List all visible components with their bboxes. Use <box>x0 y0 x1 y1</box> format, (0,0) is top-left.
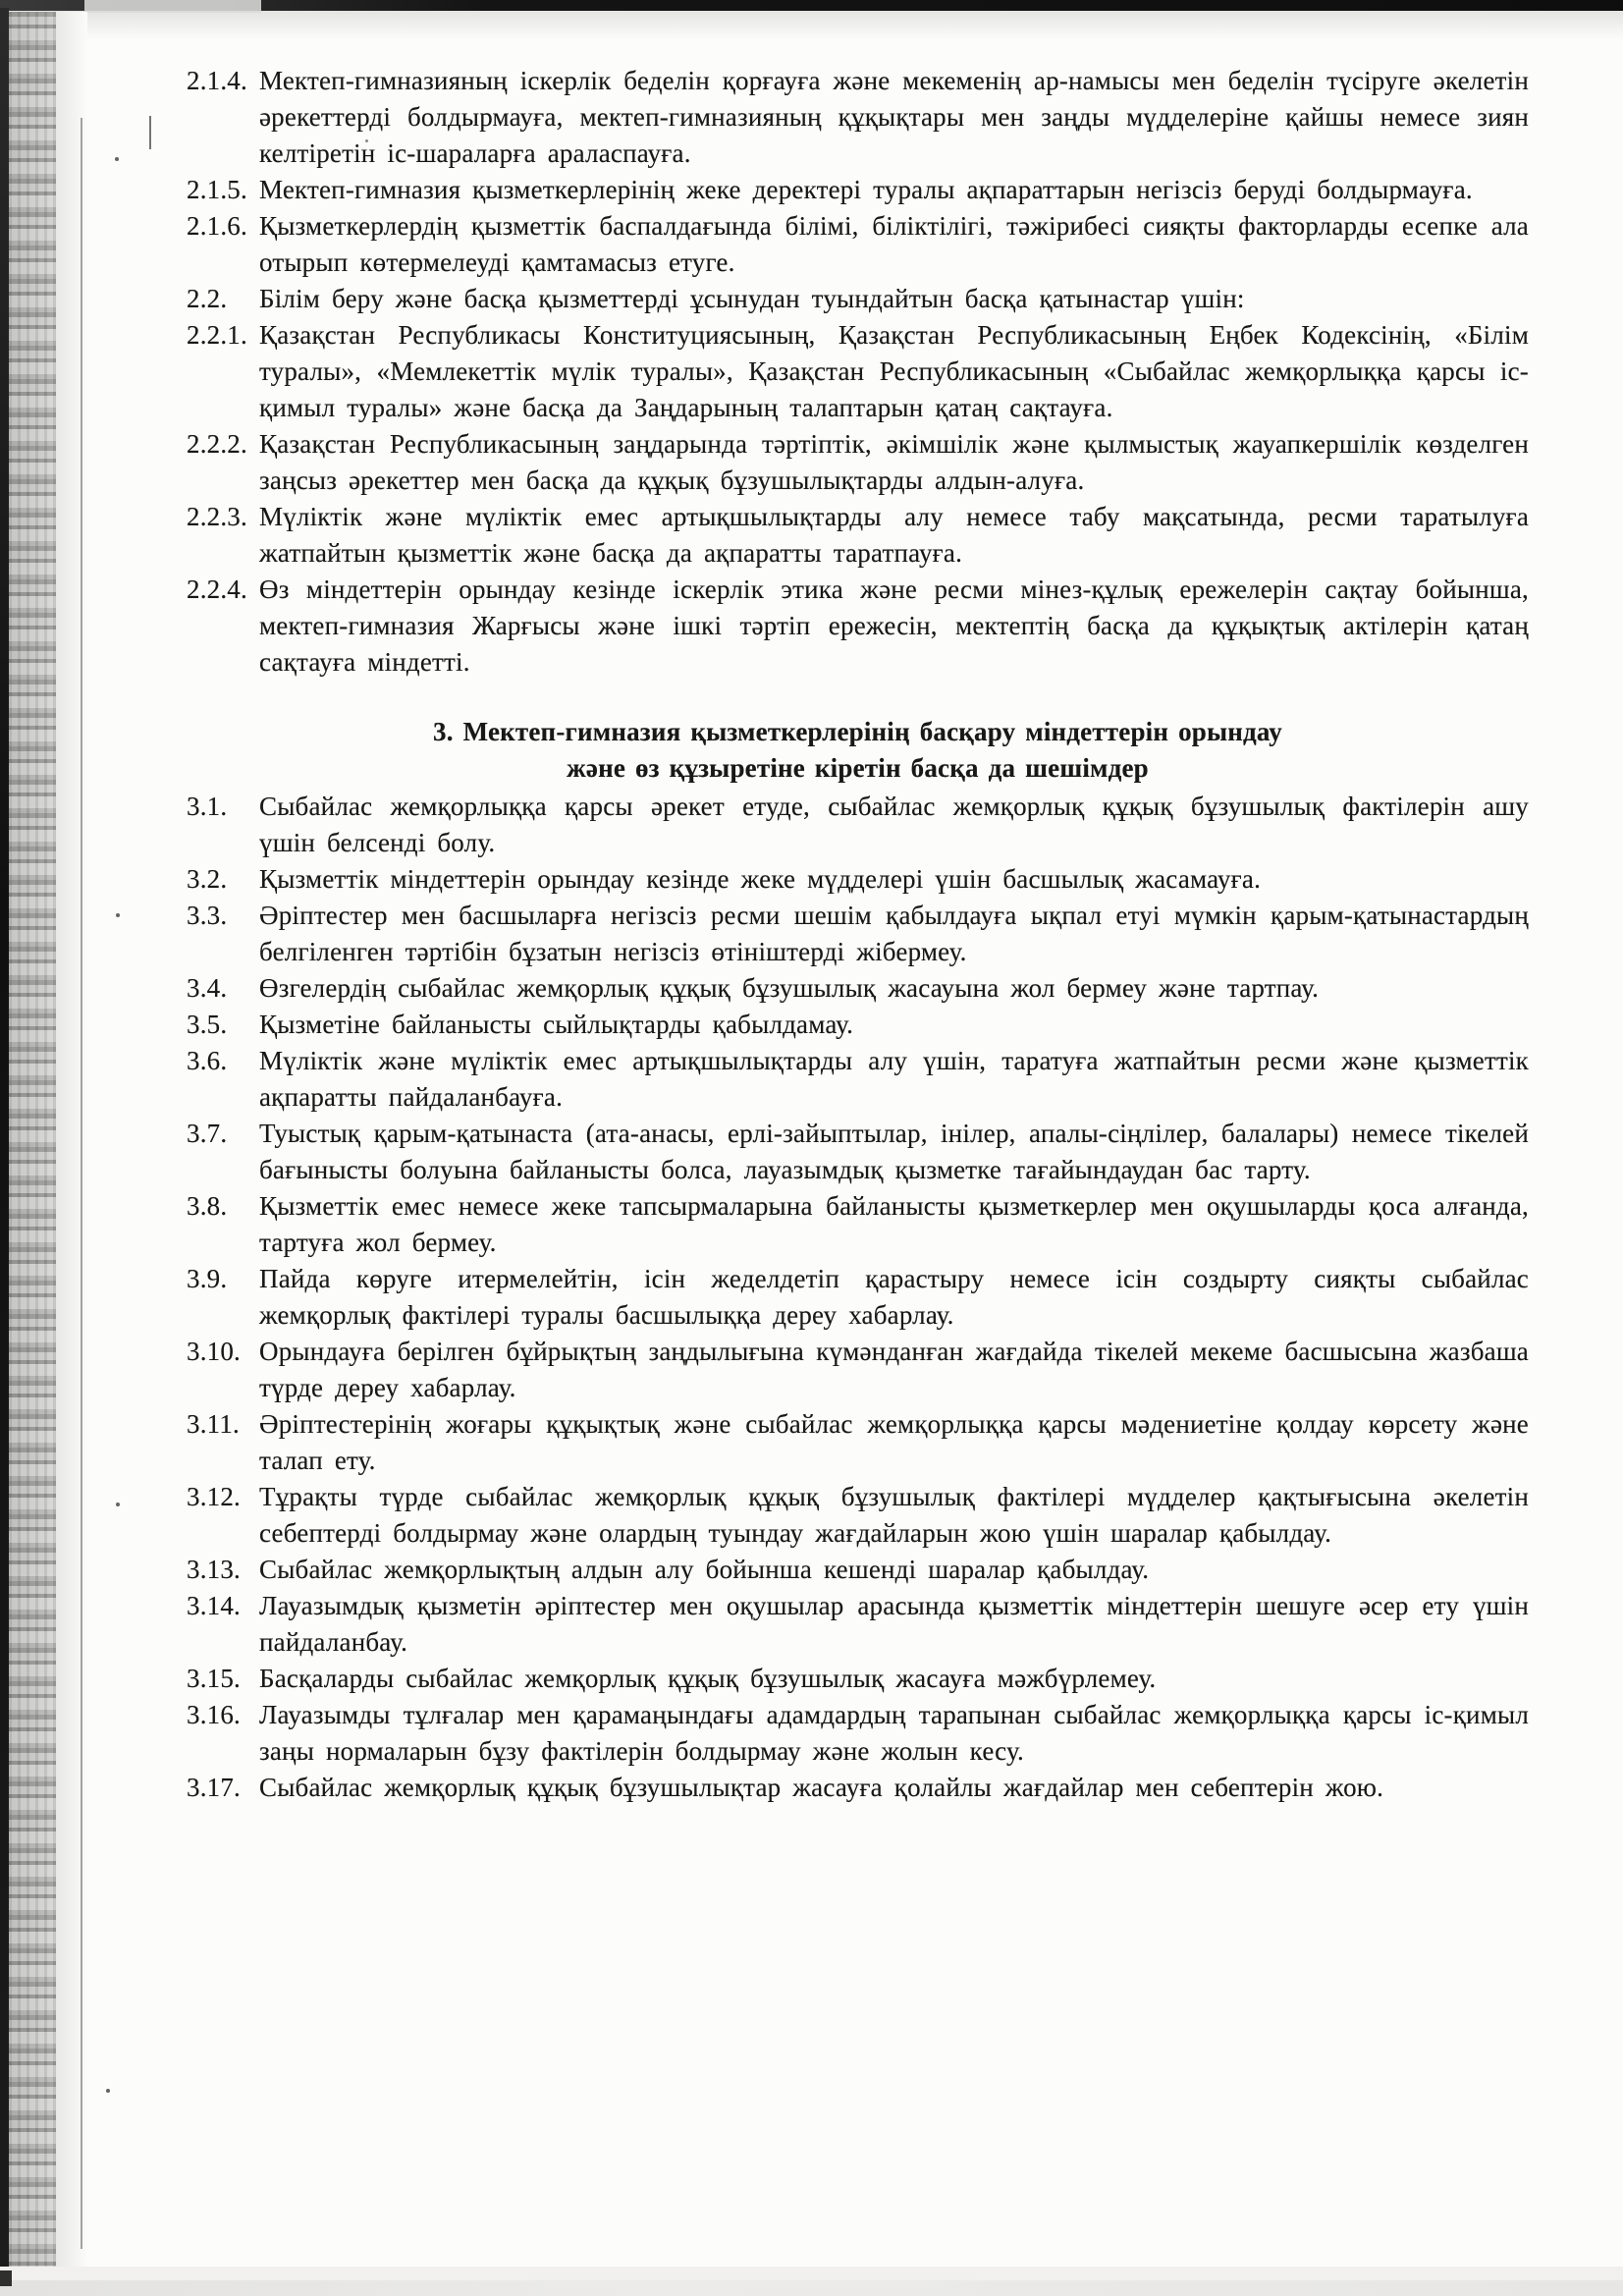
list-item <box>187 1552 1529 1588</box>
list-item <box>187 1697 1529 1770</box>
item-text: Қызметтік емес немесе жеке тапсырмаларына байланысты қызметкерлер мен оқушыларды қоса алғанда, тартуға жол бермеу. <box>259 1191 1529 1257</box>
item-text: Пайда көруге итермелейтін, ісін жеделдетіп қарастыру немесе ісін создырту сияқты сыбайлас жемқорлық фактілері туралы басшылыққа дереу хабарлау. <box>259 1264 1529 1330</box>
item-text: Мектеп-гимназия қызметкерлерінің жеке деректері туралы ақпараттарын негізсіз беруді болдырмауға. <box>259 175 1473 204</box>
list-item <box>187 970 1529 1007</box>
item-text: Лауазымдық қызметін әріптестер мен оқушылар арасында қызметтік міндеттерін шешуге әсер ету үшін пайдаланбау. <box>259 1591 1529 1657</box>
item-text: Сыбайлас жемқорлықтың алдын алу бойынша кешенді шаралар қабылдау. <box>259 1555 1150 1584</box>
list-item <box>187 208 1529 281</box>
scan-speck <box>116 1503 120 1506</box>
item-text: Туыстық қарым-қатынаста (ата-анасы, ерлі-зайыптылар, інілер, апалы-сіңлілер, балалары) немесе тікелей бағынысты болуына байланысты болса, лауазымдық қызметке тағайындаудан бас тарту. <box>259 1119 1529 1184</box>
scan-speck <box>115 157 119 161</box>
item-text: Лауазымды тұлғалар мен қарамаңындағы адамдардың тарапынан сыбайлас жемқорлыққа қарсы іс-қимыл заңы нормаларын бұзу фактілерін болдырмау және жолын кесу. <box>259 1700 1529 1766</box>
item-number: 3.5. <box>187 1010 228 1039</box>
scan-vertical-mark <box>149 116 151 149</box>
item-number: 3.9. <box>187 1264 228 1293</box>
list-item <box>187 317 1529 426</box>
item-text: Әріптестер мен басшыларға негізсіз ресми шешім қабылдауға ықпал етуі мүмкін қарым-қатынастардың белгіленген тәртібін бұзатын негізсіз өтініштерді жібермеу. <box>259 901 1529 966</box>
item-number: 2.2.4. <box>187 574 247 604</box>
scan-speck <box>106 2089 110 2093</box>
list-item <box>187 1588 1529 1661</box>
item-number: 3.14. <box>187 1591 241 1620</box>
list-item <box>187 1661 1529 1697</box>
item-number: 3.8. <box>187 1191 228 1221</box>
item-number: 3.12. <box>187 1482 241 1511</box>
list-item <box>187 1116 1529 1188</box>
list-item <box>187 426 1529 499</box>
section3-heading <box>187 714 1529 787</box>
list-item <box>187 1479 1529 1552</box>
scan-bottom-edge <box>0 2280 1623 2296</box>
item-text: Әріптестерінің жоғары құқықтық және сыбайлас жемқорлыққа қарсы мәдениетіне қолдау көрсету және талап ету. <box>259 1409 1529 1475</box>
list-item <box>187 1043 1529 1116</box>
list-item <box>187 1406 1529 1479</box>
item-number: 2.2. <box>187 284 228 313</box>
scan-left-fade <box>56 12 87 2278</box>
item-text: Мүліктік және мүліктік емес артықшылықтарды алу немесе табу мақсатында, ресми таратылуға жатпайтын қызметтік және басқа да ақпаратты таратпауға. <box>259 502 1529 568</box>
item-text: Сыбайлас жемқорлық құқық бұзушылықтар жасауға қолайлы жағдайлар мен себептерін жою. <box>259 1773 1384 1802</box>
item-number: 3.7. <box>187 1119 228 1148</box>
scan-top-shadow <box>0 11 1623 40</box>
item-text: Өз міндеттерін орындау кезінде іскерлік этика және ресми мінез-құлық ережелерін сақтау бойынша, мектеп-гимназия Жарғысы және ішкі тәртіп ережесін, мектептің басқа да құқықтық актілерін қатаң сақтауға міндетті. <box>259 574 1529 677</box>
list-item <box>187 1334 1529 1406</box>
item-number: 3.3. <box>187 901 228 930</box>
list-item <box>187 172 1529 208</box>
item-number: 3.4. <box>187 973 228 1003</box>
list-item <box>187 1188 1529 1261</box>
item-number: 3.6. <box>187 1046 228 1075</box>
list-item <box>187 1261 1529 1334</box>
item-number: 3.10. <box>187 1337 241 1366</box>
item-text: Қызметкерлердің қызметтік баспалдағында білімі, біліктілігі, тәжірибесі сияқты факторларды есепке ала отырып көтермелеуді қамтамасыз етуге. <box>259 211 1529 277</box>
item-number: 3.16. <box>187 1700 241 1729</box>
list-item <box>187 861 1529 898</box>
item-text: Қызметтік міндеттерін орындау кезінде жеке мүдделері үшін басшылық жасамауға. <box>259 864 1262 894</box>
list-item <box>187 1007 1529 1043</box>
item-text: Қызметіне байланысты сыйлықтарды қабылдамау. <box>259 1010 854 1039</box>
scan-corner-mark <box>0 2270 12 2286</box>
scan-left-noise-band <box>9 12 56 2278</box>
scan-bottom-faint-band <box>0 2267 1623 2280</box>
scan-speck <box>116 913 120 917</box>
item-number: 3.17. <box>187 1773 241 1802</box>
list-item <box>187 898 1529 970</box>
scan-left-edge <box>0 8 9 2278</box>
item-text: Мектеп-гимназияның іскерлік беделін қорғауға және мекеменің ар-намысы мен беделін түсіруге әкелетін әрекеттерді болдырмауға, мектеп-гимназияның құқықтары мен заңды мүдделеріне қайшы немесе зиян келтіретін іс-шараларға араласпауға. <box>259 66 1529 168</box>
item-text: Қазақстан Республикасының заңдарында тәртіптік, әкімшілік және қылмыстық жауапкершілік көзделген заңсыз әрекеттер мен басқа да құқық бұзушылықтарды алдын-алуға. <box>259 429 1529 495</box>
item-text: Тұрақты түрде сыбайлас жемқорлық құқық бұзушылық фактілері мүдделер қақтығысына әкелетін себептерді болдырмау және олардың туындау жағдайларын жою үшін шаралар қабылдау. <box>259 1482 1529 1548</box>
list-item <box>187 63 1529 172</box>
section3-heading-line2: және өз құзыретіне кіретін басқа да шешімдер <box>567 753 1149 783</box>
scan-vertical-line <box>81 118 82 2249</box>
item-text: Білім беру және басқа қызметтерді ұсынудан туындайтын басқа қатынастар үшін: <box>259 284 1245 313</box>
item-text: Мүліктік және мүліктік емес артықшылықтарды алу үшін, таратуға жатпайтын ресми және қызметтік ақпаратты пайдаланбауға. <box>259 1046 1529 1112</box>
item-number: 3.1. <box>187 792 228 821</box>
item-text: Орындауға берілген бұйрықтың заңдылығына күмәнданған жағдайда тікелей мекеме басшысына жазбаша түрде дереу хабарлау. <box>259 1337 1529 1402</box>
list-item <box>187 1770 1529 1806</box>
item-number: 3.13. <box>187 1555 241 1584</box>
item-number: 3.11. <box>187 1409 240 1439</box>
list-item <box>187 499 1529 572</box>
list-item <box>187 572 1529 681</box>
document-content <box>187 63 1529 1806</box>
section3-list <box>187 789 1529 1806</box>
item-number: 2.1.4. <box>187 66 247 95</box>
item-text: Өзгелердің сыбайлас жемқорлық құқық бұзушылық жасауына жол бермеу және тартпау. <box>259 973 1320 1003</box>
item-text: Сыбайлас жемқорлыққа қарсы әрекет етуде, сыбайлас жемқорлық құқық бұзушылық фактілерін ашу үшін белсенді болу. <box>259 792 1529 857</box>
item-number: 2.2.1. <box>187 320 247 350</box>
item-number: 2.2.2. <box>187 429 247 459</box>
section2-list <box>187 63 1529 681</box>
item-number: 3.2. <box>187 864 228 894</box>
item-number: 2.2.3. <box>187 502 247 531</box>
section3-heading-line1: 3. Мектеп-гимназия қызметкерлерінің басқару міндеттерін орындау <box>433 717 1282 746</box>
item-number: 2.1.6. <box>187 211 247 241</box>
item-number: 2.1.5. <box>187 175 247 204</box>
list-item <box>187 281 1529 317</box>
item-number: 3.15. <box>187 1664 241 1693</box>
item-text: Қазақстан Республикасы Конституциясының, Қазақстан Республикасының Еңбек Кодексінің, «Білім туралы», «Мемлекеттік мүлік туралы», Қазақстан Республикасының «Сыбайлас жемқорлыққа қарсы іс-қимыл туралы» және басқа да Заңдарының талаптарын қатаң сақтауға. <box>259 320 1529 422</box>
list-item <box>187 789 1529 861</box>
item-text: Басқаларды сыбайлас жемқорлық құқық бұзушылық жасауға мәжбүрлемеу. <box>259 1664 1157 1693</box>
